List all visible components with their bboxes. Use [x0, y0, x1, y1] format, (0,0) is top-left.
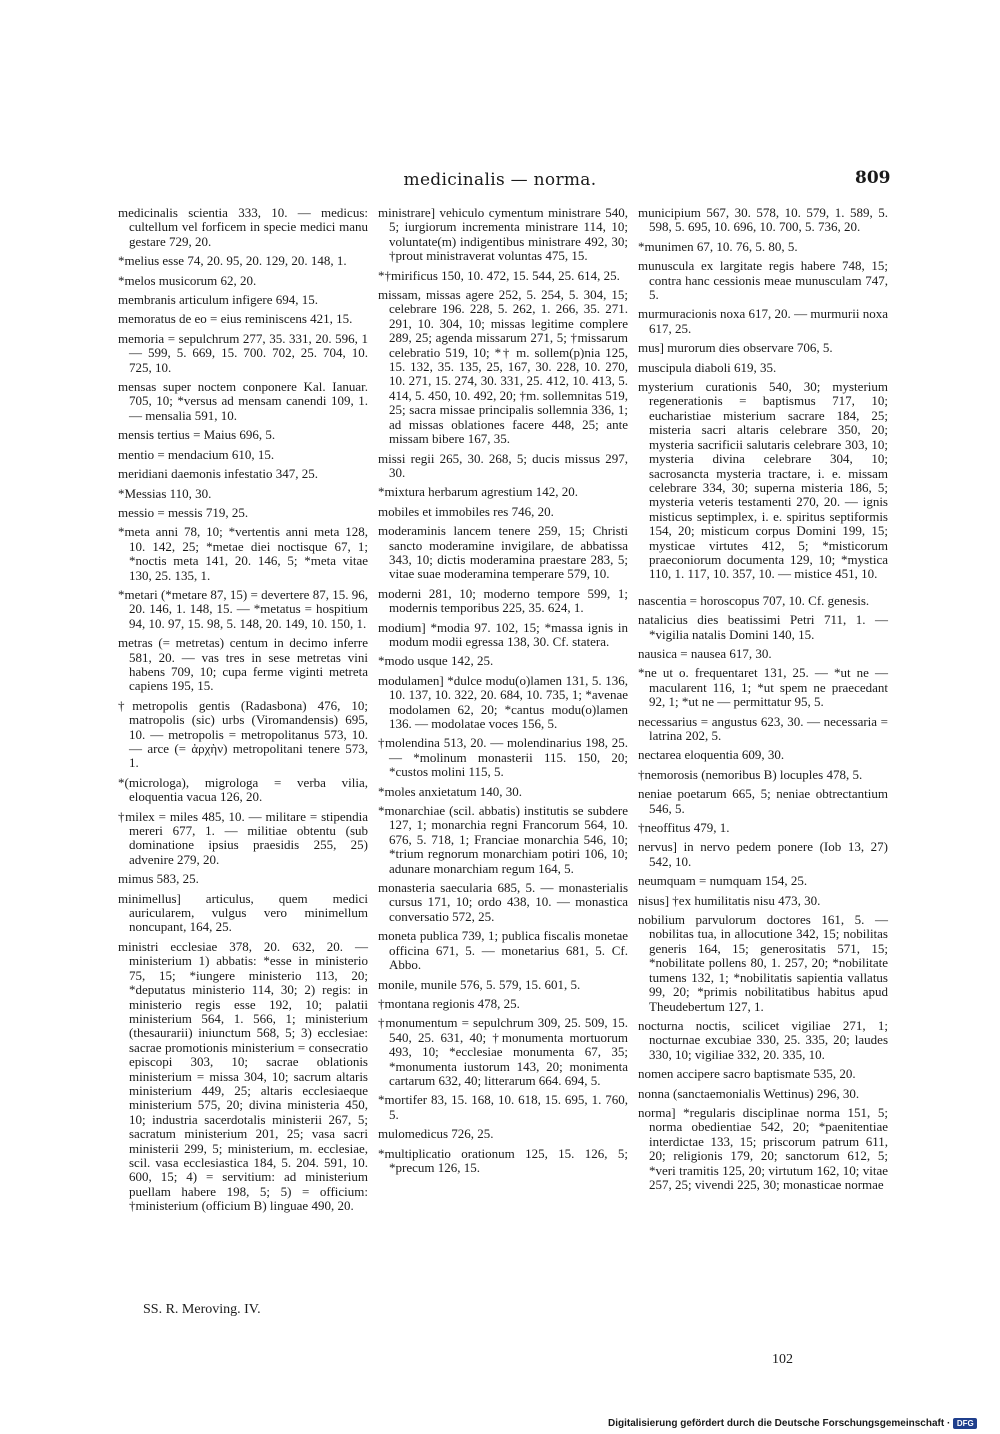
index-entry: *meta anni 78, 10; *vertentis anni meta 128, 10. 142, 25; *metae diei noctisque 67, 1; *noctis meta 141, 20. 146, 5; *meta vitae 130, 25. 135, 1.: [118, 524, 368, 583]
index-entry: †molendina 513, 20. — molendinarius 198, 25. — *molinum monasterii 115. 150, 20; *custos molini 115, 5.: [378, 735, 628, 780]
index-entry: †montana regionis 478, 25.: [378, 995, 520, 1011]
index-entry: *(microloga), migrologa = verba vilia, eloquentia vacua 126, 20.: [118, 774, 368, 805]
index-entry: mulomedicus 726, 25.: [378, 1126, 494, 1142]
index-entry: minimellus] articulus, quem medici auricularem, vulgus vero minimellum noncupant, 164, 25.: [118, 890, 368, 935]
index-entry: moneta publica 739, 1; publica fiscalis monetae officina 671, 5. — monetarius 681, 5. Cf. Abbo.: [378, 928, 628, 973]
index-entry: nectarea eloquentia 609, 30.: [638, 747, 785, 763]
index-entry: municipium 567, 30. 578, 10. 579, 1. 589, 5. 598, 5. 695, 10. 696, 10. 700, 5. 736, 20.: [638, 205, 888, 235]
index-entry: mensis tertius = Maius 696, 5.: [118, 427, 276, 443]
index-entry: ministri ecclesiae 378, 20. 632, 20. — ministerium 1) abbatis: *esse in ministerio 75, 15; *iungere ministerio 113, 20; *deputatus ministerio 114, 30; 2) regis: in ministerio regis esse 192, 10; palatii ministerium 564, 1. 566, 1; ministerium (thesaurarii) iniunctum 568, 5; 3) ecclesiae: sacrae promotionis ministerium = consecratio episcopi 303, 10; sacrae oblationis ministerium = missa 304, 10; sacrum altaris ministerium 449, 25; altaris ecclesiaeque ministerium 575, 20; divina ministeria 450, 10; industria sacerdotalis ministerii 267, 5; sacratum ministerium 201, 25; vasa sacri ministerii 299, 5; ministerium, m. ecclesiae, scil. vasa ecclesiastica 184, 5. 204. 591, 10. 600, 15; 4) = servitium: ad ministerium puellam habere 198, 5; 5) = officium: †ministerium (officium B) linguae 490, 20.: [118, 938, 368, 1214]
index-entry: *melius esse 74, 20. 95, 20. 129, 20. 148, 1.: [118, 253, 347, 269]
index-entry: *monarchiae (scil. abbatis) institutis se subdere 127, 1; monarchia regni Francorum 564, 10. 676, 5. 718, 1; Franciae monarchia 546, 10; *trium regnorum monarchiam potiri 106, 10; adunare monarchiam regum 164, 5.: [378, 803, 628, 876]
index-entry: memoratus de eo = eius reminiscens 421, 15.: [118, 311, 353, 327]
index-entry: nausica = nausea 617, 30.: [638, 645, 772, 661]
index-entry: norma] *regularis disciplinae norma 151, 5; norma obedientiae 542, 20; *paenitentiae interdictae 133, 15; priscorum patrum 611, 20; religionis 179, 20; sanctorum 612, 5; *veri tramitis 125, 20; virtutum 162, 10; vitae 257, 25; vivendi 225, 30; monasticae normae: [638, 1104, 888, 1192]
signature-mark: 102: [772, 1352, 793, 1367]
index-entry: modium] *modia 97. 102, 15; *massa ignis in modum modii egressa 138, 30. Cf. statera.: [378, 619, 628, 649]
index-entry: muscipula diaboli 619, 35.: [638, 359, 777, 375]
index-column-1: [118, 206, 368, 1219]
index-entry: monile, munile 576, 5. 579, 15. 601, 5.: [378, 976, 581, 992]
index-entry: nisus] †ex humilitatis nisu 473, 30.: [638, 892, 821, 908]
dfg-logo-icon: DFG: [953, 1418, 977, 1429]
index-entry: †metropolis gentis (Radasbona) 476, 10; matropolis (sic) urbs (Viromandensis) 695, 10. — metropolis = metropolitanus 573, 10. — arce (= ἀρχὴν) metropolitani tenere 573, 1.: [118, 697, 368, 771]
index-entry: *mortifer 83, 15. 168, 10. 618, 15. 695, 1. 760, 5.: [378, 1092, 628, 1122]
index-entry: mensas super noctem conponere Kal. Ianuar. 705, 10; *versus ad mensam canendi 109, 1. — mensalia 591, 10.: [118, 379, 368, 423]
index-entry: missi regii 265, 30. 268, 5; ducis missus 297, 30.: [378, 450, 628, 480]
running-title: medicinalis — norma.: [403, 170, 597, 190]
index-entry: *melos musicorum 62, 20.: [118, 272, 257, 288]
index-entry: mentio = mendacium 610, 15.: [118, 446, 275, 462]
index-entry: *moles anxietatum 140, 30.: [378, 783, 523, 799]
index-entry: ministrare] vehiculo cymentum ministrare 540, 5; iurgiorum incrementa ministrare 114, 10; voluntate(m) indigentibus ministrare 492, 30; †prout ministraverat voluntas 475, 15.: [378, 205, 628, 264]
index-entry: *modo usque 142, 25.: [378, 653, 494, 669]
index-entry: †milex = miles 485, 10. — militare = stipendia mereri 677, 1. — militiae obtentu (sub dominatione ipsius praesidis 255, 25) advenire 279, 20.: [118, 808, 368, 867]
index-entry: messio = messis 719, 25.: [118, 504, 249, 520]
index-entry: mus] murorum dies observare 706, 5.: [638, 340, 833, 356]
index-column-2: [378, 206, 628, 1180]
index-entry: nascentia = horoscopus 707, 10. Cf. genesis.: [638, 592, 870, 608]
index-column-3: [638, 206, 888, 1197]
index-entry: *metari (*metare 87, 15) = devertere 87, 15. 96, 20. 146, 1. 148, 15. — *metatus = hospitium 94, 10. 97, 15. 98, 5. 148, 20. 149, 10. 150, 1.: [118, 586, 368, 631]
index-entry: moderaminis lancem tenere 259, 15; Christi sancto moderamine invigilare, de abbatissa 343, 10; dictis moderamina praestare 283, 5; vitae suae moderamina temperare 579, 10.: [378, 523, 628, 582]
index-entry: monasteria saecularia 685, 5. — monasterialis cursus 171, 10; ordo 438, 10. — monastica conversatio 572, 25.: [378, 880, 628, 924]
index-entry: neumquam = numquam 154, 25.: [638, 873, 808, 889]
index-entry: *Messias 110, 30.: [118, 485, 212, 501]
index-entry: memoria = sepulchrum 277, 35. 331, 20. 596, 1 — 599, 5. 669, 15. 700. 702, 25. 704, 10. 725, 10.: [118, 330, 368, 375]
index-entry: mobiles et immobiles res 746, 20.: [378, 503, 554, 519]
index-entry: nocturna noctis, scilicet vigiliae 271, 1; nocturnae excubiae 330, 25. 335, 20; laudes 330, 10; vigiliae 332, 20. 335, 10.: [638, 1017, 888, 1062]
index-entry: *ne ut o. frequentaret 131, 25. — *ut ne — macularent 116, 1; *ut spem ne praecedant 92, 1; *ut ne — permittatur 95, 5.: [638, 665, 888, 710]
index-entry: natalicius dies beatissimi Petri 711, 1. — *vigilia natalis Domini 140, 15.: [638, 612, 888, 642]
credit-text: Digitalisierung gefördert durch die Deutsche Forschungsgemeinschaft ·: [608, 1418, 951, 1429]
index-entry: †neoffitus 479, 1.: [638, 820, 730, 836]
page-number: 809: [855, 168, 891, 188]
digitization-credit: [608, 1418, 977, 1429]
index-entry: nobilium parvulorum doctores 161, 5. — nobilitas tua, in allocutione 342, 15; nobilitas generis 164, 15; generositatis 571, 15; *nobilitate pollens 80, 1. 257, 20; *nobilitate tumens 132, 1; *nobilitatis sapientia vallatus 99, 20; *primis nobilitatibus habitus apud Theudebertum 127, 1.: [638, 912, 888, 1014]
index-entry: metras (= metretas) centum in decimo inferre 581, 20. — vas tres in sese metretas vini habens 709, 10; cupa ferme viginti metreta capiens 195, 15.: [118, 635, 368, 694]
index-entry: nervus] in nervo pedem ponere (Iob 13, 27) 542, 10.: [638, 839, 888, 869]
series-footer: SS. R. Meroving. IV.: [143, 1302, 261, 1317]
index-entry: moderni 281, 10; moderno tempore 599, 1; modernis temporibus 225, 35. 624, 1.: [378, 585, 628, 616]
index-entry: membranis articulum infigere 694, 15.: [118, 292, 319, 308]
index-entry: *mixtura herbarum agrestium 142, 20.: [378, 484, 579, 500]
index-entry: necessarius = angustus 623, 30. — necessaria = latrina 202, 5.: [638, 713, 888, 743]
index-entry: missam, missas agere 252, 5. 254, 5. 304, 15; celebrare 196. 228, 5. 262, 1. 266, 35. 271. 291, 10. 304, 10; missas legitime complere 289, 25; agenda missarum 271, 5; †missarum celebratio 519, 10; *† m. sollem(p)nia 125, 15. 132, 35. 135, 25, 167, 30. 228, 10. 270, 10. 271, 15. 274, 30. 331, 25. 412, 10. 413, 5. 414, 5. 450, 10. 492, 20; †m. sollemnitas 519, 25; sacra missae principalis sollemnia 336, 1; ad missas oblationes facere 448, 25; ante missam bibere 167, 35.: [378, 287, 628, 447]
index-entry: meridiani daemonis infestatio 347, 25.: [118, 466, 319, 482]
index-entry: nomen accipere sacro baptismate 535, 20.: [638, 1066, 856, 1082]
index-entry: mimus 583, 25.: [118, 871, 199, 887]
index-entry: modulamen] *dulce modu(o)lamen 131, 5. 136, 10. 137, 10. 322, 20. 684, 10. 735, 1; *avenae modolamen 62, 20; *cantus modu(o)lamen 136. — modolatae voces 156, 5.: [378, 672, 628, 731]
index-entry: *†mirificus 150, 10. 472, 15. 544, 25. 614, 25.: [378, 267, 620, 283]
index-entry: murmuracionis noxa 617, 20. — murmurii noxa 617, 25.: [638, 306, 888, 336]
index-entry: *multiplicatio orationum 125, 15. 126, 5; *precum 126, 15.: [378, 1145, 628, 1175]
index-entry: neniae poetarum 665, 5; neniae obtrectantium 546, 5.: [638, 786, 888, 816]
index-entry: munuscula ex largitate regis habere 748, 15; contra hanc cessionis meae munusculam 747, 5.: [638, 258, 888, 303]
index-entry: *munimen 67, 10. 76, 5. 80, 5.: [638, 238, 798, 254]
index-entry: †monumentum = sepulchrum 309, 25. 509, 15. 540, 25. 631, 40; †monumenta mortuorum 493, 10; *ecclesiae monumenta 67, 35; *monumenta iustorum 143, 20; monimenta cartarum 632, 40; litterarum 664. 694, 5.: [378, 1015, 628, 1088]
index-entry: nonna (sanctaemonialis Wettinus) 296, 30.: [638, 1085, 860, 1101]
index-entry: mysterium curationis 540, 30; mysterium regenerationis = baptismus 717, 10; eucharistiae misterium sacrare 184, 25; misteria sacri altaris celebrare 350, 20; mysteria sacrificii salutaris celebrare 303, 10; mysteria divina celebrare 304, 10; sacrosancta mysteria tractare, i. e. missam celebrare 334, 30; superna misteria 186, 5; mysteria veteris testamenti 270, 20. — ignis misticus septimplex, i. e. spiritus septiformis 154, 20; misticum corpus Domini 199, 15; mysticae virtutes 412, 5; *misticorum praeconiorum documenta 129, 10; *mystica 110, 1. 117, 10. 357, 10. — mistice 451, 10.: [638, 379, 888, 582]
index-entry: †nemorosis (nemoribus B) locuples 478, 5.: [638, 766, 863, 782]
index-entry: medicinalis scientia 333, 10. — medicus: cultellum vel forficem in specie medici manu gestare 729, 20.: [118, 205, 368, 249]
